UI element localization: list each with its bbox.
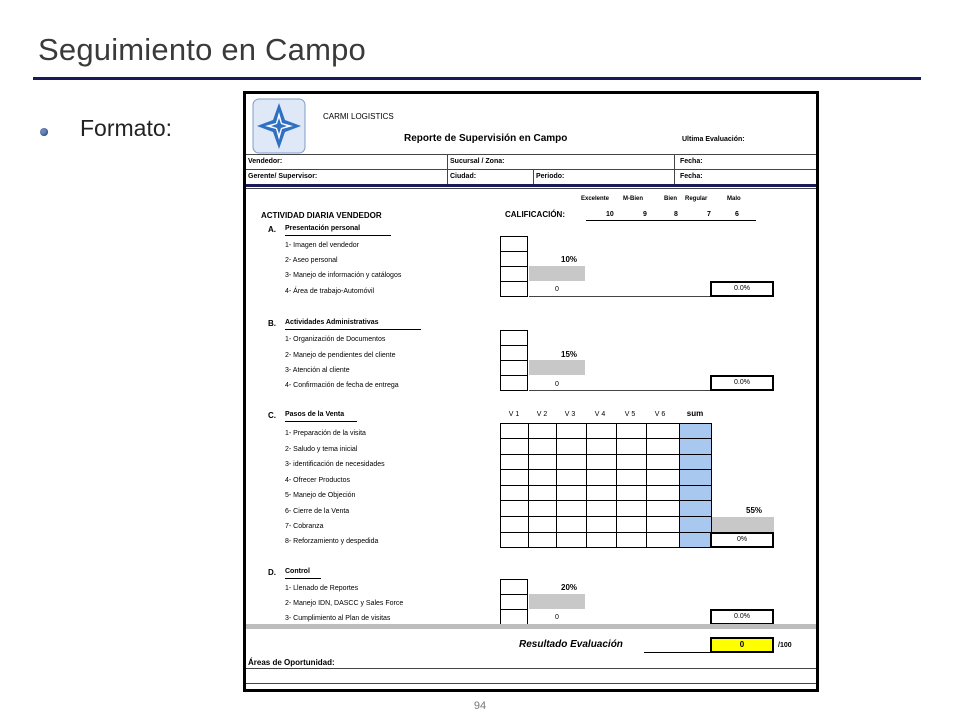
visit-header: V 3	[564, 411, 576, 418]
section-b-letter: B.	[268, 319, 276, 328]
score-cell	[500, 345, 528, 361]
score-cell	[500, 594, 528, 610]
report-title: Reporte de Supervisión en Campo	[404, 133, 568, 144]
scale-value: 7	[707, 211, 711, 218]
page-number: 94	[473, 700, 487, 712]
section-c-weight: 55%	[746, 506, 763, 515]
gerente-label: Gerente/ Supervisor:	[248, 173, 318, 180]
divider-band	[246, 624, 816, 629]
section-c-item: 1- Preparación de la visita	[285, 430, 366, 437]
section-c-item: 5- Manejo de Objeción	[285, 492, 356, 499]
scale-value: 6	[735, 211, 739, 218]
visit-header: V 5	[624, 411, 636, 418]
company-logo-icon	[252, 98, 306, 154]
score-cell	[500, 266, 528, 282]
scale-value: 9	[643, 211, 647, 218]
section-a-letter: A.	[268, 225, 276, 234]
bullet-text: Formato:	[80, 115, 173, 141]
grey-bar	[529, 594, 585, 609]
section-c-letter: C.	[268, 411, 276, 420]
visit-header: V 1	[508, 411, 520, 418]
scale-header: Bien	[664, 196, 678, 202]
section-b-item: 1- Organización de Documentos	[285, 336, 386, 343]
company-name: CARMI LOGISTICS	[323, 112, 394, 121]
section-d-weight: 20%	[561, 583, 578, 592]
section-c-item: 6- Cierre de la Venta	[285, 508, 350, 515]
section-c-result: 0%	[710, 532, 774, 548]
grey-bar	[529, 360, 585, 375]
grey-bar	[529, 266, 585, 281]
section-c-item: 8- Reforzamiento y despedida	[285, 538, 379, 545]
sucursal-label: Sucursal / Zona:	[450, 158, 505, 165]
vendedor-label: Vendedor:	[248, 158, 283, 165]
section-a-score: 0	[555, 286, 559, 293]
section-a-item: 1- Imagen del vendedor	[285, 242, 359, 249]
section-d-title: Control	[285, 568, 310, 575]
section-b-result: 0.0%	[710, 375, 774, 391]
section-c-item: 2- Saludo y tema inicial	[285, 446, 358, 453]
resultado-label: Resultado Evaluación	[519, 639, 623, 650]
scale-value: 8	[674, 211, 678, 218]
calificacion-label: CALIFICACIÓN:	[505, 210, 565, 219]
title-divider	[33, 77, 921, 80]
section-b-weight: 15%	[561, 350, 578, 359]
fecha-label: Fecha:	[680, 158, 703, 165]
visit-header: V 6	[654, 411, 666, 418]
section-b-item: 3- Atención al cliente	[285, 367, 350, 374]
score-cell	[500, 330, 528, 346]
section-c-item: 4- Ofrecer Productos	[285, 477, 350, 484]
section-d-item: 3- Cumplimiento al Plan de visitas	[285, 615, 391, 622]
section-c-item: 7- Cobranza	[285, 523, 324, 530]
score-cell	[500, 251, 528, 267]
section-a-title: Presentación personal	[285, 225, 361, 232]
section-b-score: 0	[555, 381, 559, 388]
grey-bar	[712, 517, 774, 532]
section-b-title: Actividades Administrativas	[285, 319, 379, 326]
score-cell	[500, 609, 528, 625]
scale-header: Excelente	[581, 196, 610, 202]
score-cell	[500, 281, 528, 297]
section-a-item: 2- Aseo personal	[285, 257, 338, 264]
scale-value: 10	[606, 211, 614, 218]
section-c-title: Pasos de la Venta	[285, 411, 345, 418]
section-b-item: 4- Confirmación de fecha de entrega	[285, 382, 399, 389]
visit-header: V 4	[594, 411, 606, 418]
section-d-item: 1- Llenado de Reportes	[285, 585, 359, 592]
section-b-item: 2- Manejo de pendientes del cliente	[285, 352, 396, 359]
score-cell	[500, 579, 528, 595]
score-cell	[500, 360, 528, 376]
sum-header: sum	[686, 409, 704, 418]
score-cell	[500, 236, 528, 252]
areas-label: Áreas de Oportunidad:	[248, 658, 335, 667]
periodo-label: Periodo:	[536, 173, 565, 180]
score-cell	[500, 375, 528, 391]
ciudad-label: Ciudad:	[450, 173, 477, 180]
supervision-form-image	[243, 91, 819, 692]
scale-header: Malo	[727, 196, 741, 202]
section-a-result: 0.0%	[710, 281, 774, 297]
section-d-result: 0.0%	[710, 609, 774, 625]
visit-header: V 2	[536, 411, 548, 418]
slide-title: Seguimiento en Campo	[38, 32, 366, 67]
scale-header: M-Bien	[623, 196, 643, 202]
section-d-item: 2- Manejo IDN, DASCC y Sales Force	[285, 600, 404, 607]
resultado-value: 0	[710, 637, 774, 653]
actividad-heading: ACTIVIDAD DIARIA VENDEDOR	[261, 211, 382, 220]
section-a-item: 4- Área de trabajo-Automóvil	[285, 288, 375, 295]
ultima-evaluacion-label: Ultima Evaluación:	[682, 136, 745, 143]
section-a-weight: 10%	[561, 255, 578, 264]
section-d-score: 0	[555, 614, 559, 621]
section-a-item: 3- Manejo de información y catálogos	[285, 272, 402, 279]
resultado-scale: /100	[778, 642, 792, 649]
fecha-label-2: Fecha:	[680, 173, 703, 180]
scale-header: Regular	[685, 196, 708, 202]
section-d-letter: D.	[268, 568, 276, 577]
section-c-item: 3- identificación de necesidades	[285, 461, 385, 468]
bullet-icon	[40, 128, 48, 136]
